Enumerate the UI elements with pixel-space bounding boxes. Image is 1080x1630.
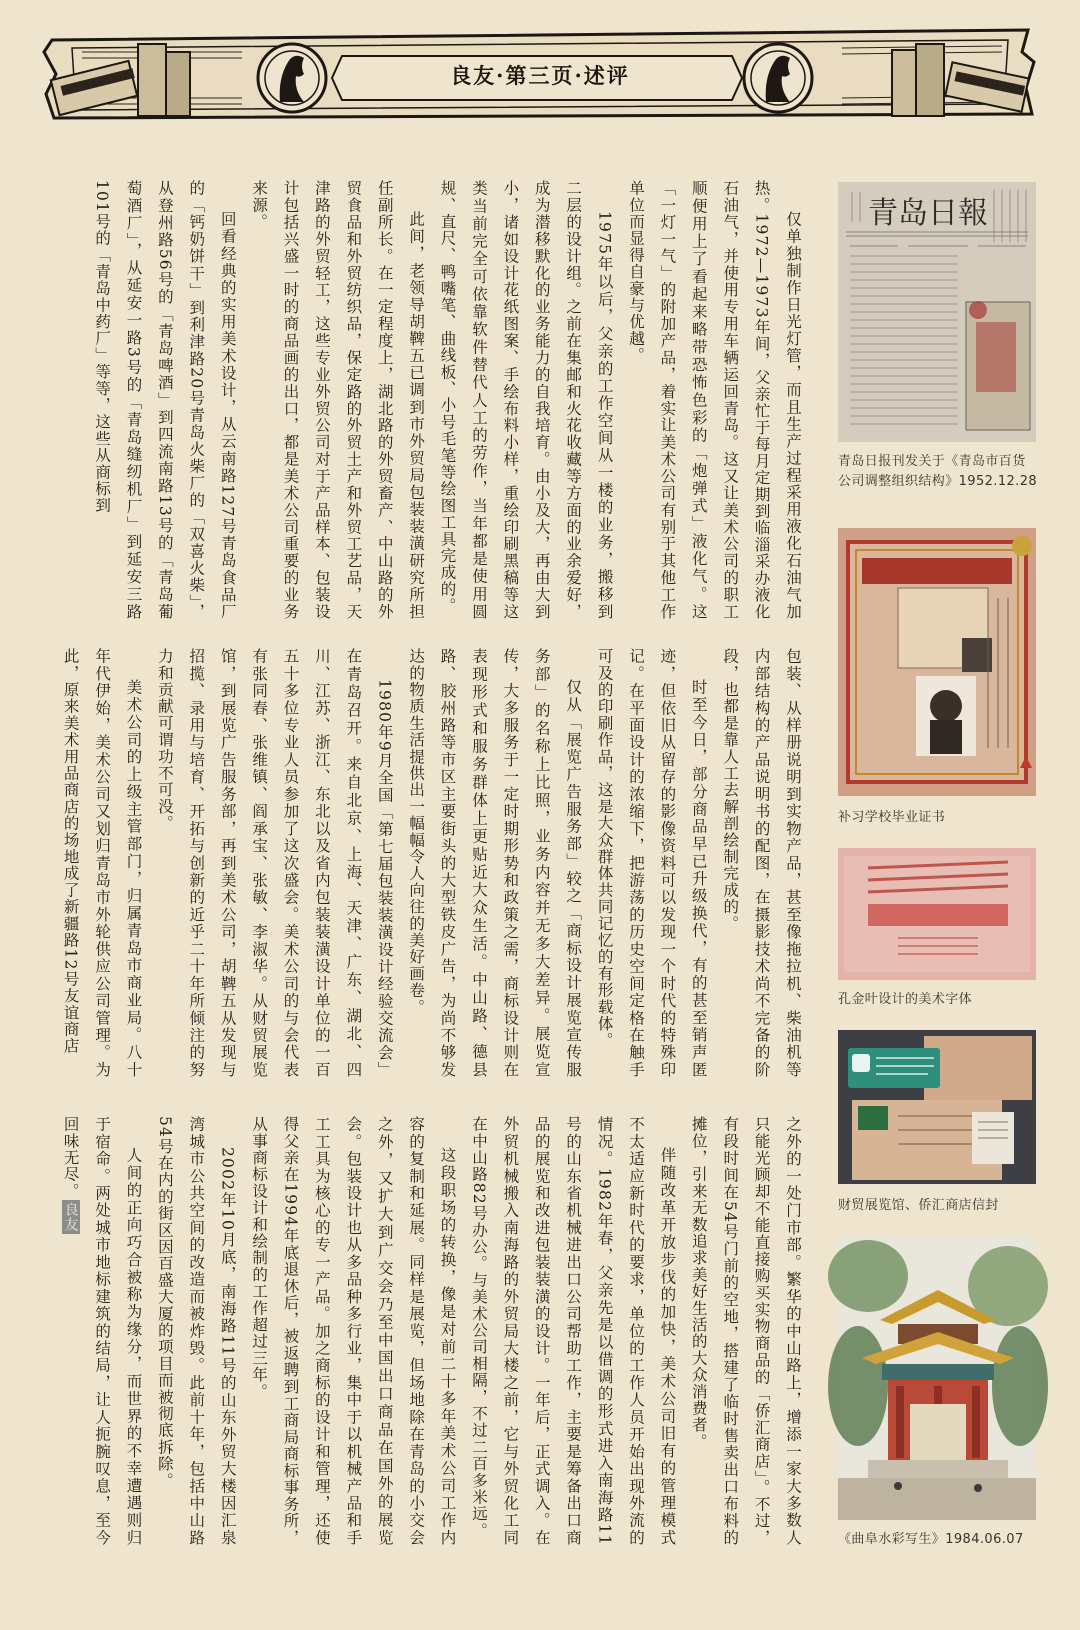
paragraph: 仅从「展览广告服务部」较之「商标设计展览宣传服务部」的名称上比照，业务内容并无多大差异。展览宣传，大多服务于一定时期形势和政策之需，商标设计则在表现形式和服务群体上更贴近大众生活。中山路、德县路、胶州路等市区主要街头的大型铁皮广告，为尚不够发达的物质生活提供出一幅幅令人向往的美好画卷。 [407, 648, 583, 1078]
magazine-seal: 良友 [62, 1201, 79, 1232]
paragraph: 1980年9月全国「第七届包装装潢设计经验交流会」在青岛召开。来自北京、上海、天津、广东、湖北、四川、江苏、浙江、东北以及省内包装装潢设计单位的一百五十多位专业人员参加了这次盛会。美术公司的与会代表有张同春、张维镇、阎承宝、张敏、李淑华。从财贸展览馆，到展览广告服务部，再到美术公司，胡鞞五从发现与招揽、录用与培育、开拓与创新的近乎二十年所倾注的努力和贡献可谓功不可没。 [155, 648, 394, 1078]
header-banner [42, 22, 1038, 130]
paragraph: 回看经典的实用美术设计，从云南路127号青岛食品厂的「钙奶饼干」到利津路20号青岛火柴厂的「双喜火柴」，从登州路56号的「青岛啤酒」到四流南路13号的「青岛葡萄酒厂」，从延安一路3号的「青岛缝纫机厂」到延安三路101号的「青岛中药厂」等等，这些从商标到 [93, 180, 237, 620]
paragraph: 时至今日，部分商品早已升级换代，有的甚至销声匿迹，但依旧从留存的影像资料可以发现一个时代的特殊印记。在平面设计的浓缩下，把游荡的历史空间定格在触手可及的印刷作品，这是大众群体共同记忆的有形载体。 [595, 648, 708, 1078]
lettering-sample-image [838, 848, 1036, 980]
paragraph: 之外的一处门市部。繁华的中山路上，增添一家大多数人只能光顾却不能直接购买实物商品的「侨汇商店」。不过，有段时间在54号门前的空地，搭建了临时售卖出口布料的摊位，引来无数追求美好生活的大众消费者。 [689, 1116, 802, 1546]
paragraph: 2002年10月底，南海路11号的山东外贸大楼因汇泉湾城市公共空间的改造而被炸毁。此前十年，包括中山路54号在内的街区因百盛大厦的项目而被彻底拆除。 [155, 1116, 237, 1546]
image-caption: 孔金叶设计的美术字体 [838, 992, 973, 1007]
image-caption: 补习学校毕业证书 [838, 810, 946, 825]
paragraph: 包装、从样册说明到实物产品，甚至像拖拉机、柴油机等内部结构的产品说明书的配图，在摄影技术尚不完备的阶段，也都是靠人工去解剖绘制完成的。 [721, 648, 802, 1078]
certificate-image [838, 528, 1036, 796]
paragraph [54, 1116, 148, 1546]
paragraph: 仅单独制作日光灯管，而且生产过程采用液化石油气加热。1972—1973年间，父亲忙于每月定期到临淄采办液化石油气，并使用专用车辆运回青岛。这又让美术公司的职工顺便用上了看起来略带恐怖色彩的「炮弹式」液化气。这「一灯一气」的附加产品，着实让美术公司有别于其他工作单位而显得自豪与优越。 [626, 180, 802, 620]
newspaper-clipping-image [838, 182, 1036, 442]
article-block-top [66, 180, 808, 620]
paragraph: 此间，老领导胡鞞五已调到市外贸局包装装潢研究所担任副所长。在一定程度上，湖北路的外贸畜产、中山路的外贸食品和外贸纺织品，保定路的外贸土产和外贸工艺品，天津路的外贸轻工，这些专业外贸公司对于产品样本、包装设计包括兴盛一时的商品画的出口，都是美术公司重要的业务来源。 [250, 180, 426, 620]
paragraph: 这段职场的转换，像是对前二十多年美术公司工作内容的复制和延展。同样是展览，但场地除在青岛的小交会之外，又扩大到广交会乃至中国出口商品在国外的展览会。包装设计也从多品种多行业，集中于以机械产品和手工工具为核心的专一产品。加之商标的设计和管理，还使得父亲在1994年底退休后，被返聘到工商局商标事务所，从事商标设计和绘制的工作超过三年。 [250, 1116, 457, 1546]
image-caption: 财贸展览馆、侨汇商店信封 [838, 1198, 999, 1213]
envelopes-image [838, 1030, 1036, 1184]
image-caption: 青岛日报刊发关于《青岛市百货公司调整组织结构》1952.12.28 [838, 454, 1038, 489]
paragraph: 伴随改革开放步伐的加快，美术公司旧有的管理模式不太适应新时代的要求，单位的工作人员开始出现外流的情况。1982年春，父亲先是以借调的形式进入南海路11号的山东省机械进出口公司帮助工作，主要是筹备出口商品的展览和改进包装装潢的设计。一年后，正式调入。在外贸机械搬入南海路的外贸局大楼之前，它与外贸化工同在中山路82号办公。与美术公司相隔，不过二百多米远。 [469, 1116, 677, 1546]
article-block-bottom [61, 1116, 808, 1546]
image-caption: 《曲阜水彩写生》1984.06.07 [838, 1532, 1024, 1547]
page-title: 良友·第三页·述评 [450, 63, 630, 88]
article-block-middle [61, 648, 808, 1078]
paragraph-text: 人间的正向巧合被称为缘分，而世界的不幸遭遇则归于宿命。两处城市地标建筑的结局，让人扼腕叹息，至今回味无尽。 [61, 1116, 143, 1546]
watercolor-painting-image [838, 1236, 1036, 1520]
newspaper-masthead: 青岛日報 [868, 196, 988, 231]
paragraph: 美术公司的上级主管部门，归属青岛市商业局。八十年代伊始，美术公司又划归青岛市外轮供应公司管理。为此，原来美术用品商店的场地成了新疆路12号友谊商店 [61, 648, 143, 1078]
paragraph: 1975年以后，父亲的工作空间从一楼的业务，搬移到二层的设计组。之前在集邮和火花收藏等方面的业余爱好，成为潜移默化的业务能力的自我培育。由小及大，再由大到小，诸如设计花纸图案、手绘布料小样，重绘印刷黑稿等这类当前完全可依靠软件替代人工的劳作，当年都是使用圆规、直尺、鸭嘴笔、曲线板、小号毛笔等绘图工具完成的。 [438, 180, 614, 620]
